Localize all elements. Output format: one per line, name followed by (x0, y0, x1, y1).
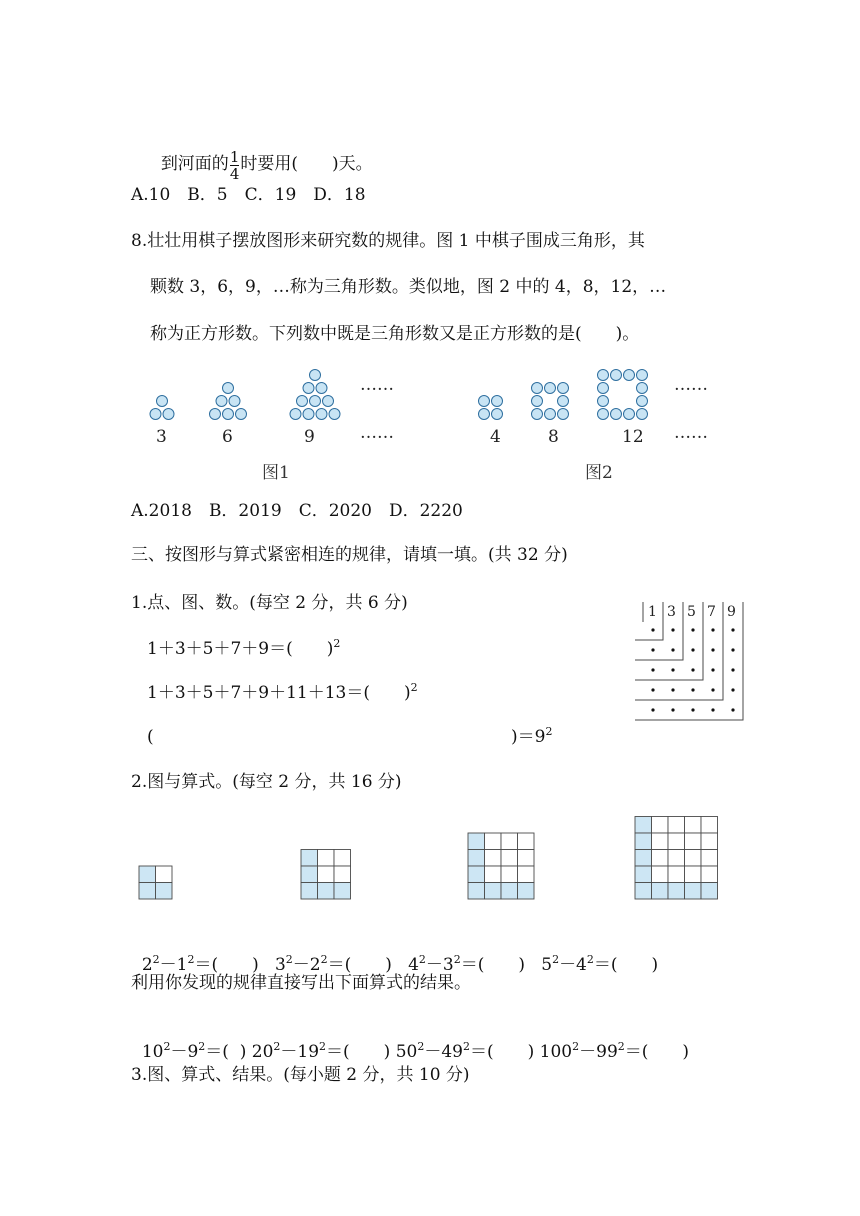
grid-cell (318, 850, 335, 867)
eq2-b-base1: 20 (251, 1042, 274, 1062)
fig2-ellipsis-top: …… (674, 375, 708, 395)
grid-cell (485, 850, 502, 867)
grid-header-7: 7 (707, 604, 716, 620)
eq2-exp: 2 (410, 681, 418, 694)
grid-cell (334, 883, 351, 900)
part-2-equations-2 (131, 1016, 689, 1064)
grid-dot (691, 628, 694, 631)
eq2-a-base1: 10 (141, 1042, 164, 1062)
eq-a-exp2: 2 (187, 953, 195, 966)
grid-cell (635, 866, 652, 883)
grid-cell (468, 833, 485, 850)
eq-a-exp1: 2 (152, 953, 160, 966)
triangle-dot (329, 409, 340, 420)
grid-dot (651, 648, 654, 651)
square-dot (532, 383, 543, 394)
grid-cell (334, 866, 351, 883)
eq2-b-result: ＝( ) (326, 1042, 391, 1062)
grid-cell (701, 866, 718, 883)
square-dot (532, 409, 543, 420)
grid-dot (731, 668, 734, 671)
fraction-denominator: 4 (229, 165, 240, 183)
eq-c-result: ＝( ) (460, 955, 526, 975)
fig2-label-8: 8 (548, 427, 559, 447)
triangle-dot (223, 409, 234, 420)
eq2-a-exp2: 2 (198, 1040, 206, 1053)
grid-cell (685, 866, 702, 883)
grid-dot (671, 628, 674, 631)
eq-a-base1: 2 (141, 955, 153, 975)
grid-cell (318, 883, 335, 900)
grid-header-1: 1 (648, 604, 657, 620)
grid-cell (501, 850, 518, 867)
eq-a-result: ＝( ) (194, 955, 259, 975)
grid-dot (711, 668, 714, 671)
part-3-title: 3.图、算式、结果。(每小题 2 分，共 10 分) (131, 1065, 470, 1085)
triangle-dot (323, 396, 334, 407)
q7-text-before: 到河面的 (160, 154, 229, 174)
grid-cell (685, 817, 702, 834)
triangle-dot (163, 409, 174, 420)
eq2-b-base2: －19 (280, 1042, 320, 1062)
grid-cell (518, 883, 535, 900)
part-2-title: 2.图与算式。(每空 2 分，共 16 分) (131, 772, 402, 792)
square-dot (545, 409, 556, 420)
eq-b-exp2: 2 (320, 953, 328, 966)
grid-cell (668, 833, 685, 850)
triangle-dot (229, 396, 240, 407)
figure-1-dots (150, 370, 340, 420)
grid-cell (668, 866, 685, 883)
fig1-label-9: 9 (304, 427, 315, 447)
eq2-c-base1: 50 (395, 1042, 418, 1062)
q7-options: A.10 B．5 C．19 D．18 (131, 185, 366, 205)
square-dot (624, 370, 635, 381)
grid-dot (731, 708, 734, 711)
eq2-d-result: ＝( ) (624, 1042, 690, 1062)
grid-dot (671, 708, 674, 711)
eq-d-base2: －4 (559, 955, 587, 975)
triangle-dot (157, 396, 168, 407)
triangle-dot (210, 409, 221, 420)
square-dot (492, 396, 503, 407)
eq-a-base2: －1 (159, 955, 188, 975)
grid-dot (671, 688, 674, 691)
grid-cell (139, 883, 156, 900)
grid-cell (468, 883, 485, 900)
grid-dot (651, 688, 654, 691)
eq-b-exp1: 2 (285, 953, 293, 966)
q7-text-after: 时要用( )天。 (240, 154, 373, 174)
grid-dot (671, 648, 674, 651)
eq2-b-exp2: 2 (319, 1040, 327, 1053)
triangle-dot (297, 396, 308, 407)
eq-d-exp1: 2 (552, 953, 560, 966)
grid-cell (501, 883, 518, 900)
eq-d-base1: 5 (541, 955, 553, 975)
grid-dot (691, 668, 694, 671)
grid-cell (156, 866, 173, 883)
eq2-d-base2: －99 (579, 1042, 618, 1062)
section-3-title: 三、按图形与算式紧密相连的规律，请填一填。(共 32 分) (131, 545, 568, 565)
triangle-dot (310, 370, 321, 381)
grid-cell (652, 833, 669, 850)
eq2-a-result: ＝( ) (205, 1042, 247, 1062)
fig1-ellipsis-top: …… (360, 375, 394, 395)
square-dot (532, 396, 543, 407)
square-dot (611, 409, 622, 420)
grid-dot (691, 688, 694, 691)
eq-c-exp1: 2 (418, 953, 426, 966)
fraction-numerator: 1 (229, 148, 240, 166)
grid-dot (651, 708, 654, 711)
part-2-instruction: 利用你发现的规律直接写出下面算式的结果。 (131, 973, 471, 993)
grid-cell (501, 866, 518, 883)
grid-cell (701, 850, 718, 867)
grid-dot (711, 708, 714, 711)
grid-cell (635, 817, 652, 834)
eq2-a-exp1: 2 (163, 1040, 171, 1053)
fig2-label-4: 4 (490, 427, 501, 447)
square-dot (637, 409, 648, 420)
triangle-dot (316, 409, 327, 420)
grid-cell (318, 866, 335, 883)
grid-cell (701, 817, 718, 834)
square-dot (545, 383, 556, 394)
grid-cell (156, 883, 173, 900)
grid-cell (139, 866, 156, 883)
grid-cell (668, 850, 685, 867)
q8-line-2: 颗数 3，6，9，…称为三角形数。类似地，图 2 中的 4，8，12，… (150, 277, 667, 297)
eq-c-base2: －3 (425, 955, 454, 975)
square-dot (479, 396, 490, 407)
figure-1-caption: 图1 (262, 463, 290, 483)
grid-cell (701, 883, 718, 900)
grid-dot (671, 668, 674, 671)
grid-cell (668, 883, 685, 900)
grid-cell (652, 850, 669, 867)
fig1-label-6: 6 (222, 427, 233, 447)
grid-dot (691, 708, 694, 711)
square-dot (558, 383, 569, 394)
square-dot (637, 383, 648, 394)
part-1-title: 1.点、图、数。(每空 2 分，共 6 分) (131, 593, 408, 613)
part-1-eq-2 (147, 681, 418, 705)
square-dot (624, 409, 635, 420)
eq3-exp: 2 (545, 725, 553, 738)
grid-header-5: 5 (687, 604, 696, 620)
grid-dot (711, 648, 714, 651)
eq-c-base1: 4 (408, 955, 419, 975)
grid-cell (518, 866, 535, 883)
grid-cell (685, 883, 702, 900)
square-grids (139, 817, 718, 900)
part-1-eq-1 (147, 637, 340, 661)
square-dot (637, 370, 648, 381)
eq2-a-base2: －9 (170, 1042, 199, 1062)
grid-cell (468, 866, 485, 883)
grid-cell (301, 850, 318, 867)
grid-dot (731, 628, 734, 631)
eq2-b-exp1: 2 (273, 1040, 281, 1053)
fraction-one-quarter (230, 149, 240, 182)
grid-cell (485, 866, 502, 883)
grid-header-9: 9 (727, 604, 736, 620)
eq-b-result: ＝( ) (327, 955, 392, 975)
eq3-close-text: )＝9 (511, 727, 546, 747)
grid-cell (518, 850, 535, 867)
triangle-dot (236, 409, 247, 420)
square-dot (598, 409, 609, 420)
grid-cell (468, 850, 485, 867)
triangle-dot (223, 383, 234, 394)
grid-cell (301, 883, 318, 900)
grid-cell (652, 883, 669, 900)
grid-dot (731, 648, 734, 651)
eq2-text: 1＋3＋5＋7＋9＋11＋13＝( ) (147, 683, 411, 703)
triangle-dot (150, 409, 161, 420)
triangle-dot (303, 383, 314, 394)
eq-c-exp2: 2 (453, 953, 461, 966)
fig2-label-12: 12 (622, 427, 644, 447)
grid-cell (652, 817, 669, 834)
grid-dot (711, 628, 714, 631)
grid-dot (651, 668, 654, 671)
q8-line-1: 8.壮壮用棋子摆放图形来研究数的规律。图 1 中棋子围成三角形，其 (131, 231, 645, 251)
q7-tail-line (150, 125, 373, 182)
square-dot (558, 396, 569, 407)
grid-cell (334, 850, 351, 867)
grid-dot (731, 688, 734, 691)
triangle-dot (290, 409, 301, 420)
odd-sum-dot-grid (630, 600, 750, 725)
eq-b-base2: －2 (292, 955, 321, 975)
grid-cell (501, 833, 518, 850)
square-dot (598, 370, 609, 381)
triangle-dot (310, 396, 321, 407)
grid-cell (668, 817, 685, 834)
grid-cell (485, 833, 502, 850)
figure-2-dots (479, 370, 648, 420)
figure-1-triangle-dots (140, 360, 440, 450)
eq2-c-result: ＝( ) (470, 1042, 535, 1062)
grid-dot (651, 628, 654, 631)
figure-2-square-dots (476, 360, 736, 450)
square-dot (558, 409, 569, 420)
figure-2-caption: 图2 (585, 463, 613, 483)
eq2-d-base1: 100 (539, 1042, 573, 1062)
triangle-dot (303, 409, 314, 420)
grid-cell (635, 883, 652, 900)
fig1-ellipsis-bottom: …… (360, 423, 394, 443)
square-dot (479, 409, 490, 420)
eq1-exp: 2 (333, 637, 341, 650)
eq1-text: 1＋3＋5＋7＋9＝( ) (147, 639, 334, 659)
eq-b-base1: 3 (274, 955, 286, 975)
grid-cell (685, 850, 702, 867)
fig2-ellipsis-bottom: …… (674, 423, 708, 443)
grid-cell (652, 866, 669, 883)
q8-options: A.2018 B．2019 C．2020 D．2220 (131, 501, 463, 521)
square-dot (611, 370, 622, 381)
eq2-d-exp1: 2 (572, 1040, 580, 1053)
eq2-c-exp2: 2 (463, 1040, 470, 1053)
grid-header-3: 3 (667, 604, 676, 620)
grid-cell (301, 866, 318, 883)
square-dot (598, 383, 609, 394)
square-dot (492, 409, 503, 420)
grid-dot (691, 648, 694, 651)
grid-cell (685, 833, 702, 850)
grid-cell (635, 850, 652, 867)
fig1-label-3: 3 (156, 427, 167, 447)
grid-cell (701, 833, 718, 850)
eq2-d-exp2: 2 (617, 1040, 625, 1053)
eq2-c-exp1: 2 (417, 1040, 425, 1053)
part-2-equations (131, 929, 658, 977)
grid-cell (518, 833, 535, 850)
q8-line-3: 称为正方形数。下列数中既是三角形数又是正方形数的是( )。 (150, 324, 640, 344)
square-difference-figures (130, 815, 730, 905)
grid-cell (635, 833, 652, 850)
part-1-eq-3-close (511, 725, 552, 749)
dot-grid-dots (651, 628, 734, 711)
grid-cell (485, 883, 502, 900)
square-dot (598, 396, 609, 407)
triangle-dot (216, 396, 227, 407)
square-dot (637, 396, 648, 407)
triangle-dot (316, 383, 327, 394)
eq2-c-base2: －49 (424, 1042, 463, 1062)
eq-d-result: ＝( ) (593, 955, 659, 975)
grid-dot (711, 688, 714, 691)
eq-d-exp2: 2 (586, 953, 594, 966)
part-1-eq-3-open: ( (147, 727, 154, 747)
